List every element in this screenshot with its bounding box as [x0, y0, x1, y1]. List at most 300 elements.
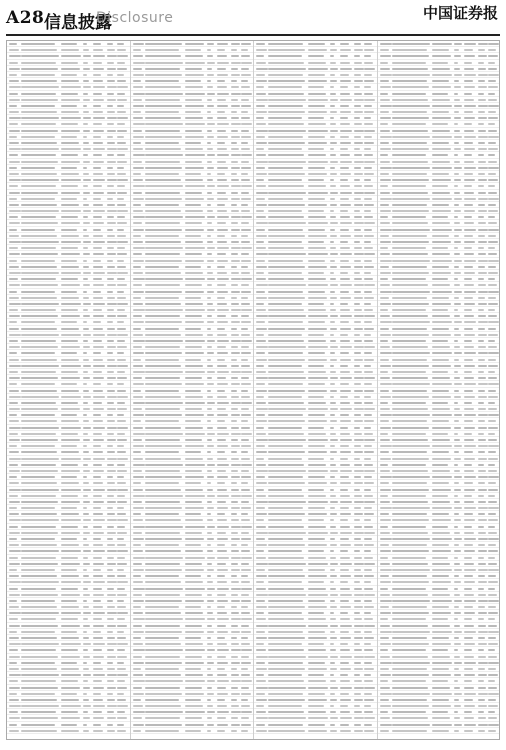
table-cell-placeholder [83, 68, 90, 70]
table-cell-placeholder [145, 408, 180, 410]
table-cell-placeholder [231, 235, 237, 237]
table-cell-placeholder [488, 303, 498, 305]
table-cell-placeholder [380, 600, 392, 602]
table-cell-placeholder [107, 705, 117, 707]
table-cell-placeholder [185, 210, 203, 212]
table-cell-placeholder [83, 105, 87, 107]
table-cell-placeholder [93, 93, 102, 95]
table-cell-placeholder [392, 519, 429, 521]
table-cell-placeholder [364, 427, 371, 429]
table-cell-placeholder [340, 458, 348, 460]
table-cell-placeholder [185, 167, 204, 169]
table-cell-placeholder [256, 266, 267, 268]
table-cell-placeholder [354, 266, 363, 268]
table-cell-placeholder [464, 600, 476, 602]
table-cell-placeholder [207, 185, 215, 187]
table-cell-placeholder [340, 445, 349, 447]
table-cell-placeholder [117, 625, 127, 627]
table-cell-placeholder [392, 309, 426, 311]
table-cell-placeholder [231, 247, 241, 249]
table-cell-placeholder [478, 717, 486, 719]
table-cell-placeholder [488, 414, 499, 416]
table-cell-placeholder [241, 495, 252, 497]
table-cell-placeholder [117, 111, 126, 113]
table-cell-placeholder [231, 507, 240, 509]
table-cell-placeholder [478, 359, 485, 361]
table-cell-placeholder [21, 216, 56, 218]
table-cell-placeholder [308, 390, 327, 392]
table-cell-placeholder [207, 569, 214, 571]
table-cell-placeholder [61, 464, 78, 466]
table-cell-placeholder [185, 427, 203, 429]
table-cell-placeholder [308, 544, 327, 546]
table-cell-placeholder [117, 340, 125, 342]
table-cell-placeholder [217, 278, 229, 280]
table-cell-placeholder [354, 643, 360, 645]
table-cell-placeholder [117, 693, 124, 695]
table-cell-placeholder [21, 321, 55, 323]
table-cell-placeholder [478, 557, 484, 559]
table-cell-placeholder [464, 680, 472, 682]
table-cell-placeholder [145, 154, 183, 156]
table-cell-placeholder [380, 408, 390, 410]
table-cell-placeholder [478, 371, 484, 373]
table-cell-placeholder [256, 625, 268, 627]
table-cell-placeholder [9, 470, 20, 472]
table-cell-placeholder [217, 625, 226, 627]
table-cell-placeholder [308, 581, 324, 583]
table-cell-placeholder [488, 563, 497, 565]
table-cell-placeholder [432, 618, 448, 620]
table-cell-placeholder [380, 507, 392, 509]
table-cell-placeholder [21, 229, 55, 231]
table-cell-placeholder [21, 43, 55, 45]
table-cell-placeholder [117, 229, 124, 231]
table-cell-placeholder [117, 291, 124, 293]
table-cell-placeholder [185, 396, 203, 398]
table-cell-placeholder [185, 303, 203, 305]
table-cell-placeholder [241, 284, 249, 286]
table-cell-placeholder [340, 377, 352, 379]
table-cell-placeholder [241, 476, 251, 478]
table-cell-placeholder [107, 111, 115, 113]
table-cell-placeholder [93, 563, 104, 565]
table-cell-placeholder [83, 668, 89, 670]
table-cell-placeholder [133, 662, 144, 664]
table-cell-placeholder [256, 662, 265, 664]
table-cell-placeholder [392, 594, 428, 596]
table-cell-placeholder [364, 557, 373, 559]
table-cell-placeholder [380, 334, 391, 336]
table-cell-placeholder [61, 321, 77, 323]
table-cell-placeholder [93, 606, 103, 608]
table-cell-placeholder [9, 278, 18, 280]
table-cell-placeholder [478, 600, 488, 602]
table-cell-placeholder [231, 699, 237, 701]
table-cell-placeholder [340, 105, 349, 107]
table-cell-placeholder [256, 427, 264, 429]
table-cell-placeholder [145, 352, 182, 354]
table-cell-placeholder [454, 266, 459, 268]
table-cell-placeholder [61, 315, 80, 317]
table-cell-placeholder [380, 142, 389, 144]
table-cell-placeholder [454, 612, 461, 614]
table-cell-placeholder [145, 470, 180, 472]
table-cell-placeholder [340, 693, 349, 695]
table-cell-placeholder [432, 260, 452, 262]
table-cell-placeholder [93, 724, 101, 726]
table-cell-placeholder [488, 699, 496, 701]
table-cell-placeholder [217, 167, 228, 169]
table-cell-placeholder [392, 414, 430, 416]
table-cell-placeholder [83, 439, 90, 441]
table-cell-placeholder [454, 569, 462, 571]
table-cell-placeholder [256, 519, 264, 521]
table-cell-placeholder [354, 649, 362, 651]
table-cell-placeholder [268, 93, 304, 95]
table-cell-placeholder [340, 167, 349, 169]
table-cell-placeholder [478, 222, 486, 224]
table-cell-placeholder [392, 532, 428, 534]
table-cell-placeholder [241, 643, 250, 645]
table-cell-placeholder [432, 544, 449, 546]
table-cell-placeholder [392, 693, 430, 695]
table-cell-placeholder [308, 606, 327, 608]
table-cell-placeholder [185, 581, 203, 583]
table-cell-placeholder [464, 272, 475, 274]
table-cell-placeholder [145, 93, 183, 95]
table-cell-placeholder [340, 538, 349, 540]
table-cell-placeholder [107, 724, 113, 726]
table-cell-placeholder [340, 346, 352, 348]
table-cell-placeholder [207, 346, 212, 348]
table-cell-placeholder [207, 581, 213, 583]
table-cell-placeholder [380, 625, 390, 627]
table-cell-placeholder [61, 383, 77, 385]
table-cell-placeholder [231, 643, 239, 645]
table-cell-placeholder [340, 544, 351, 546]
table-cell-placeholder [217, 668, 225, 670]
table-cell-placeholder [21, 328, 57, 330]
table-cell-placeholder [340, 80, 351, 82]
table-cell-placeholder [61, 717, 80, 719]
table-cell-placeholder [217, 154, 229, 156]
table-cell-placeholder [454, 253, 460, 255]
table-cell-placeholder [330, 284, 338, 286]
table-cell-placeholder [432, 43, 452, 45]
table-cell-placeholder [364, 80, 374, 82]
table-cell-placeholder [478, 117, 487, 119]
table-cell-placeholder [380, 266, 389, 268]
table-cell-placeholder [9, 235, 19, 237]
table-cell-placeholder [117, 396, 128, 398]
table-cell-placeholder [478, 179, 487, 181]
table-cell-placeholder [107, 148, 117, 150]
table-cell-placeholder [145, 532, 180, 534]
table-cell-placeholder [464, 501, 474, 503]
table-cell-placeholder [241, 86, 250, 88]
table-cell-placeholder [83, 730, 89, 732]
table-cell-placeholder [93, 315, 104, 317]
table-cell-placeholder [185, 433, 205, 435]
table-cell-placeholder [241, 445, 251, 447]
table-cell-placeholder [207, 544, 211, 546]
table-cell-placeholder [256, 495, 266, 497]
table-cell-placeholder [145, 55, 181, 57]
table-cell-placeholder [454, 105, 462, 107]
table-cell-placeholder [432, 334, 451, 336]
table-cell-placeholder [217, 606, 225, 608]
table-cell-placeholder [217, 464, 229, 466]
table-cell-placeholder [364, 495, 373, 497]
table-cell-placeholder [83, 662, 87, 664]
table-cell-placeholder [330, 458, 334, 460]
table-cell-placeholder [464, 93, 472, 95]
table-cell-placeholder [207, 365, 213, 367]
table-cell-placeholder [207, 606, 211, 608]
table-cell-placeholder [117, 588, 125, 590]
table-cell-placeholder [145, 656, 180, 658]
table-cell-placeholder [117, 501, 127, 503]
table-cell-placeholder [231, 687, 238, 689]
table-cell-placeholder [478, 309, 484, 311]
table-cell-placeholder [256, 693, 265, 695]
table-cell-placeholder [83, 631, 87, 633]
table-cell-placeholder [241, 185, 252, 187]
table-cell-placeholder [9, 383, 17, 385]
table-cell-placeholder [268, 179, 302, 181]
table-cell-placeholder [133, 532, 142, 534]
table-cell-placeholder [380, 501, 390, 503]
table-cell-placeholder [330, 693, 335, 695]
table-cell-placeholder [107, 557, 114, 559]
table-cell-placeholder [207, 383, 214, 385]
table-cell-placeholder [392, 55, 429, 57]
table-cell-placeholder [454, 346, 460, 348]
table-cell-placeholder [231, 204, 237, 206]
table-cell-placeholder [207, 359, 211, 361]
table-cell-placeholder [392, 136, 430, 138]
table-cell-placeholder [107, 575, 115, 577]
table-cell-placeholder [133, 501, 142, 503]
table-cell-placeholder [83, 408, 90, 410]
table-cell-placeholder [432, 495, 448, 497]
table-cell-placeholder [21, 618, 56, 620]
table-cell-placeholder [256, 489, 264, 491]
table-cell-placeholder [380, 482, 389, 484]
table-cell-placeholder [380, 643, 391, 645]
table-cell-placeholder [93, 526, 102, 528]
table-cell-placeholder [380, 148, 391, 150]
table-cell-placeholder [185, 62, 205, 64]
table-cell-placeholder [464, 309, 472, 311]
table-cell-placeholder [432, 501, 450, 503]
table-cell-placeholder [145, 643, 181, 645]
table-cell-placeholder [256, 49, 267, 51]
table-cell-placeholder [256, 612, 264, 614]
table-cell-placeholder [83, 284, 90, 286]
table-cell-placeholder [217, 136, 228, 138]
table-cell-placeholder [133, 519, 143, 521]
table-cell-placeholder [107, 235, 115, 237]
table-cell-placeholder [231, 581, 239, 583]
table-cell-placeholder [392, 346, 428, 348]
table-cell-placeholder [9, 656, 20, 658]
table-cell-placeholder [432, 309, 448, 311]
table-cell-placeholder [330, 717, 338, 719]
table-cell-placeholder [364, 489, 371, 491]
table-cell-placeholder [207, 216, 215, 218]
table-cell-placeholder [256, 43, 265, 45]
table-cell-placeholder [464, 563, 474, 565]
table-cell-placeholder [241, 365, 250, 367]
table-cell-placeholder [488, 643, 498, 645]
table-cell-placeholder [241, 600, 251, 602]
table-cell-placeholder [392, 526, 426, 528]
table-cell-placeholder [217, 687, 226, 689]
table-cell-placeholder [145, 687, 180, 689]
table-cell-placeholder [478, 55, 487, 57]
table-cell-placeholder [478, 569, 488, 571]
table-cell-placeholder [231, 563, 238, 565]
table-cell-placeholder [21, 699, 57, 701]
table-cell-placeholder [207, 631, 214, 633]
table-cell-placeholder [256, 123, 266, 125]
table-cell-placeholder [354, 507, 361, 509]
table-cell-placeholder [231, 272, 239, 274]
table-cell-placeholder [256, 445, 265, 447]
table-cell-placeholder [432, 321, 452, 323]
table-cell-placeholder [117, 43, 124, 45]
table-cell-placeholder [380, 519, 391, 521]
table-cell-placeholder [454, 668, 459, 670]
table-cell-placeholder [185, 365, 203, 367]
table-cell-placeholder [268, 99, 306, 101]
table-cell-placeholder [478, 377, 486, 379]
table-cell-placeholder [364, 315, 375, 317]
table-cell-placeholder [21, 123, 56, 125]
table-cell-placeholder [256, 544, 267, 546]
table-cell-placeholder [133, 575, 141, 577]
table-cell-placeholder [93, 656, 104, 658]
table-cell-placeholder [354, 68, 364, 70]
table-cell-placeholder [217, 43, 228, 45]
table-cell-placeholder [231, 612, 239, 614]
table-cell-placeholder [185, 693, 204, 695]
table-cell-placeholder [133, 142, 141, 144]
table-cell-placeholder [364, 148, 371, 150]
table-cell-placeholder [133, 148, 143, 150]
table-cell-placeholder [464, 408, 474, 410]
table-cell-placeholder [21, 643, 59, 645]
table-cell-placeholder [354, 303, 360, 305]
table-cell-placeholder [432, 204, 449, 206]
table-cell-placeholder [21, 179, 59, 181]
table-cell-placeholder [308, 680, 326, 682]
table-cell-placeholder [61, 476, 77, 478]
table-cell-placeholder [145, 377, 180, 379]
table-cell-placeholder [354, 272, 360, 274]
table-cell-placeholder [61, 303, 81, 305]
table-cell-placeholder [145, 328, 179, 330]
table-cell-placeholder [268, 526, 304, 528]
table-cell-placeholder [133, 458, 143, 460]
table-cell-placeholder [364, 328, 374, 330]
table-cell-placeholder [21, 631, 55, 633]
table-cell-placeholder [364, 588, 373, 590]
table-cell-placeholder [231, 154, 241, 156]
table-cell-placeholder [454, 93, 458, 95]
table-cell-placeholder [454, 284, 460, 286]
table-cell-placeholder [392, 266, 427, 268]
table-cell-placeholder [380, 674, 391, 676]
table-cell-placeholder [133, 390, 141, 392]
table-cell-placeholder [464, 303, 475, 305]
table-cell-placeholder [478, 668, 485, 670]
table-cell-placeholder [9, 711, 18, 713]
table-cell-placeholder [133, 315, 142, 317]
table-cell-placeholder [478, 637, 485, 639]
table-cell-placeholder [61, 396, 81, 398]
table-cell-placeholder [21, 297, 57, 299]
table-cell-placeholder [488, 278, 495, 280]
table-cell-placeholder [392, 433, 426, 435]
table-cell-placeholder [464, 396, 475, 398]
table-cell-placeholder [133, 111, 141, 113]
table-cell-placeholder [107, 600, 113, 602]
table-cell-placeholder [308, 105, 325, 107]
table-cell-placeholder [93, 649, 102, 651]
table-cell-placeholder [380, 717, 390, 719]
table-cell-placeholder [83, 198, 87, 200]
table-cell-placeholder [21, 575, 57, 577]
table-cell-placeholder [354, 123, 362, 125]
table-cell-placeholder [83, 526, 88, 528]
table-cell-placeholder [464, 142, 473, 144]
table-cell-placeholder [268, 352, 303, 354]
table-cell-placeholder [478, 352, 488, 354]
table-cell-placeholder [9, 49, 19, 51]
table-cell-placeholder [185, 600, 204, 602]
table-cell-placeholder [256, 352, 265, 354]
table-cell-placeholder [83, 557, 88, 559]
table-cell-placeholder [107, 588, 114, 590]
table-cell-placeholder [231, 173, 237, 175]
table-cell-placeholder [432, 687, 450, 689]
table-cell-placeholder [241, 291, 251, 293]
table-cell-placeholder [268, 371, 304, 373]
table-cell-placeholder [330, 117, 334, 119]
table-cell-placeholder [392, 123, 426, 125]
table-cell-placeholder [454, 365, 461, 367]
table-cell-placeholder [217, 476, 228, 478]
table-cell-placeholder [464, 359, 473, 361]
table-cell-placeholder [268, 315, 306, 317]
table-cell-placeholder [231, 321, 240, 323]
table-cell-placeholder [380, 557, 388, 559]
table-cell-placeholder [308, 303, 324, 305]
table-cell-placeholder [117, 637, 126, 639]
table-cell-placeholder [61, 427, 81, 429]
table-cell-placeholder [380, 402, 388, 404]
table-cell-placeholder [133, 507, 144, 509]
table-cell-placeholder [93, 439, 104, 441]
table-cell-placeholder [61, 222, 80, 224]
table-cell-placeholder [478, 142, 485, 144]
table-cell-placeholder [432, 297, 449, 299]
table-cell-placeholder [380, 309, 388, 311]
table-cell-placeholder [454, 99, 460, 101]
